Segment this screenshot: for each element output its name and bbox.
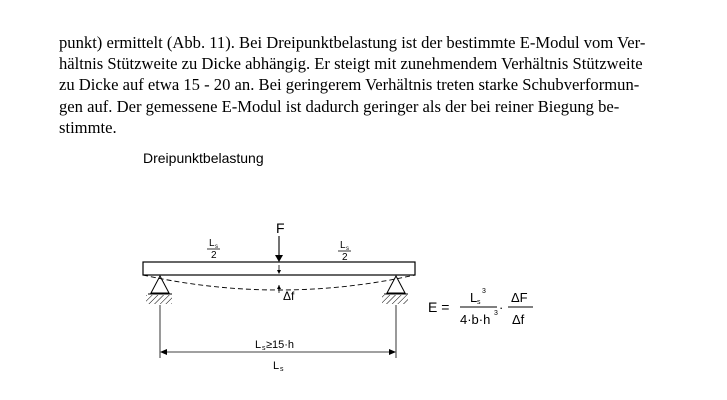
modulus-formula <box>428 288 533 327</box>
deflection-label: Δf <box>283 289 295 303</box>
force-arrow-head <box>275 255 283 262</box>
paragraph-line: hältnis Stützweite zu Dicke abhängig. Er steigt mit zunehmendem Verhältnis Stützweite <box>59 54 643 74</box>
svg-text:s: s <box>262 345 266 352</box>
svg-text:L: L <box>273 360 280 372</box>
deflection-indicator <box>277 265 295 303</box>
svg-text:·: · <box>499 300 504 315</box>
half-span-label-right <box>338 240 351 263</box>
svg-text:L: L <box>209 238 215 249</box>
svg-text:L: L <box>255 339 262 351</box>
svg-text:s: s <box>280 366 284 373</box>
paragraph-line: zu Dicke auf etwa 15 - 20 an. Bei geringerem Verhältnis treten starke Schubverformun- <box>59 75 640 95</box>
force-label: F <box>276 220 285 236</box>
formula-lhs: E = <box>428 299 450 315</box>
right-support <box>382 276 408 304</box>
paragraph-line: punkt) ermittelt (Abb. 11). Bei Dreipunktbelastung ist der bestimmte E-Modul vom Ver- <box>59 33 646 52</box>
svg-text:s: s <box>346 246 349 252</box>
half-span-label-left <box>207 238 220 261</box>
paragraph-line: gen auf. Der gemessene E-Modul ist dadurch geringer als der bei reiner Biegung be- <box>59 96 620 116</box>
figure-title: Dreipunktbelastung <box>143 150 264 166</box>
svg-text:s: s <box>215 244 218 250</box>
svg-text:3: 3 <box>482 288 486 295</box>
svg-text:2: 2 <box>211 250 217 261</box>
svg-text:4·b·h: 4·b·h <box>460 312 491 327</box>
svg-text:≥15·h: ≥15·h <box>266 339 295 351</box>
svg-text:ΔF: ΔF <box>511 290 528 305</box>
svg-text:L: L <box>470 290 478 305</box>
svg-text:L: L <box>340 240 346 251</box>
svg-text:2: 2 <box>342 252 348 263</box>
paragraph-line: stimmte. <box>59 117 117 137</box>
svg-text:Δf: Δf <box>512 312 525 327</box>
svg-text:s: s <box>477 299 481 306</box>
span-condition-label <box>255 339 294 352</box>
svg-text:3: 3 <box>494 310 498 317</box>
span-label <box>273 360 284 373</box>
